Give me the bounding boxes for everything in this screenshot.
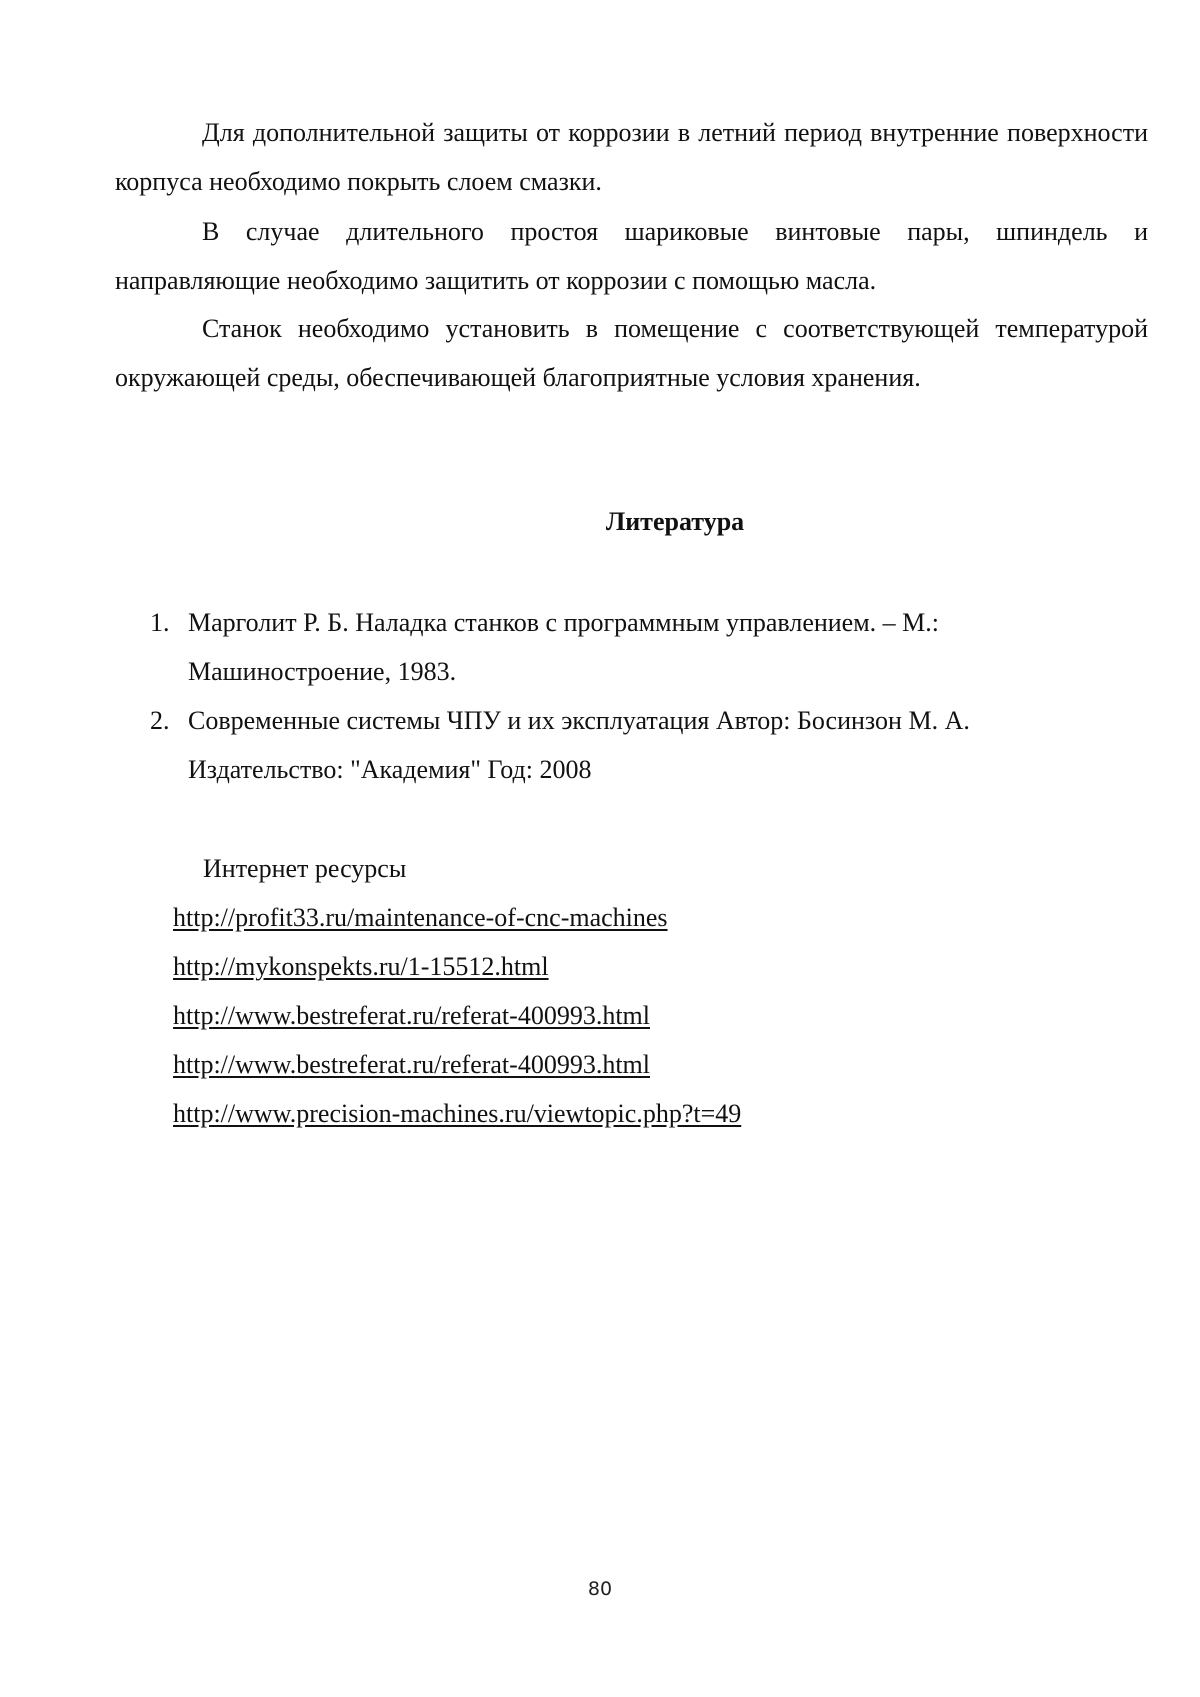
link-item xyxy=(173,942,741,991)
literature-item-line: Издательство: "Академия" Год: 2008 xyxy=(188,755,592,784)
literature-item xyxy=(150,598,1150,696)
link-item xyxy=(173,1040,741,1089)
literature-item xyxy=(150,696,1150,794)
literature-heading: Литература xyxy=(605,507,745,536)
link-item xyxy=(173,893,741,942)
literature-item-line: Современные системы ЧПУ и их эксплуатация Автор: Босинзон М. А. xyxy=(188,706,970,735)
internet-resources-title: Интернет ресурсы xyxy=(203,854,407,883)
paragraph-downtime-oil: В случае длительного простоя шариковые винтовые пары, шпиндель и направляющие необходимо защитить от коррозии с помощью масла. xyxy=(115,217,1148,295)
internet-links-list xyxy=(173,893,741,1138)
literature-item-number: 2. xyxy=(150,706,170,735)
resource-link[interactable]: http://www.bestreferat.ru/referat-400993.html xyxy=(173,1050,650,1079)
literature-item-number: 1. xyxy=(150,608,170,637)
literature-item-line: Машиностроение, 1983. xyxy=(188,657,457,686)
link-item xyxy=(173,991,741,1040)
resource-link[interactable]: http://mykonspekts.ru/1-15512.html xyxy=(173,952,549,981)
literature-item-line: Марголит Р. Б. Наладка станков с программным управлением. – М.: xyxy=(188,608,940,637)
paragraph-corrosion-lubrication: Для дополнительной защиты от коррозии в летний период внутренние поверхности корпуса необходимо покрыть слоем смазки. xyxy=(115,118,1148,196)
page-number: 80 xyxy=(587,1578,613,1600)
literature-list xyxy=(150,598,1150,794)
resource-link[interactable]: http://www.precision-machines.ru/viewtopic.php?t=49 xyxy=(173,1099,742,1128)
paragraph-storage-conditions: Станок необходимо установить в помещение с соответствующей температурой окружающей среды, обеспечивающей благоприятные условия хранения. xyxy=(115,314,1148,392)
resource-link[interactable]: http://www.bestreferat.ru/referat-400993.html xyxy=(173,1001,650,1030)
resource-link[interactable]: http://profit33.ru/maintenance-of-cnc-machines xyxy=(173,903,668,932)
link-item xyxy=(173,1089,741,1138)
